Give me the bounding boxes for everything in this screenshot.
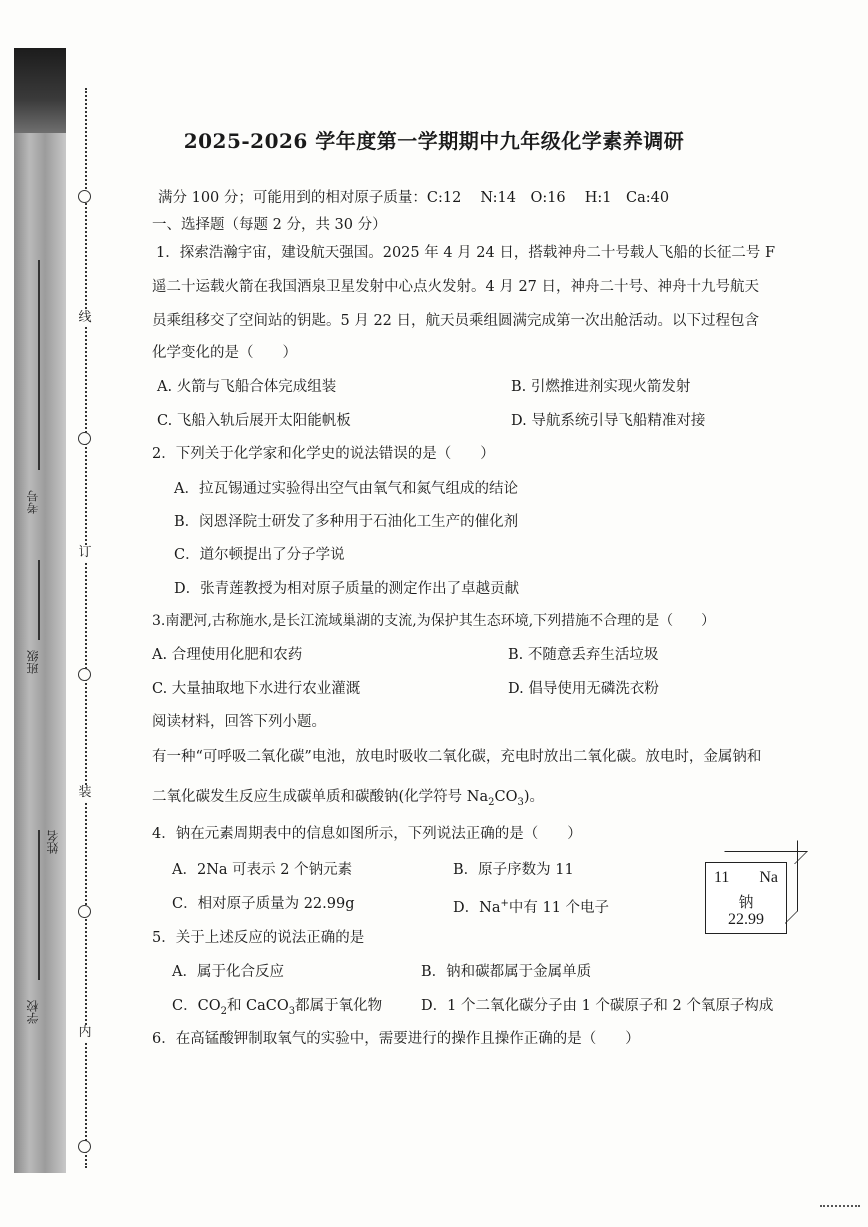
scan-artifact [820, 1205, 860, 1211]
q1-line: 遥二十运载火箭在我国酒泉卫星发射中心点火发射。4 月 27 日，神舟二十号、神舟十九号航天 [152, 279, 759, 295]
school-line [38, 830, 40, 980]
periodic-table-cell [705, 862, 787, 934]
option-text: 中有 11 个电子 [508, 899, 610, 916]
subscript: 2 [488, 796, 495, 808]
q5-option-a[interactable]: A．属于化合反应 [172, 964, 284, 980]
reading-intro: 阅读材料，回答下列小题。 [152, 714, 326, 730]
option-text: 都属于氧化物 [295, 998, 383, 1014]
page-title: 2025-2026 学年度第一学期期中九年级化学素养调研 [183, 129, 685, 153]
q1-line: 化学变化的是（ ） [152, 345, 297, 361]
superscript: + [500, 898, 509, 909]
q2-option-d[interactable]: D．张青莲教授为相对原子质量的测定作出了卓越贡献 [174, 581, 520, 597]
q1-option-c[interactable]: C. 飞船入轨后展开太阳能帆板 [157, 413, 351, 429]
q4-option-d[interactable] [453, 895, 609, 917]
q4-option-b[interactable]: B．原子序数为 11 [453, 862, 574, 878]
subscript: 3 [517, 796, 524, 808]
q4-option-c[interactable]: C．相对原子质量为 22.99g [172, 896, 355, 912]
exam-meta: 满分 100 分；可能用到的相对原子质量：C:12 N:14 O:16 H:1 Ca:40 [158, 190, 670, 206]
q5-option-d[interactable]: D．1 个二氧化碳分子由 1 个碳原子和 2 个氧原子构成 [421, 998, 774, 1014]
q5-stem: 5．关于上述反应的说法正确的是 [152, 930, 365, 946]
q1-option-d[interactable]: D. 导航系统引导飞船精准对接 [511, 413, 706, 429]
option-text: 和 CaCO [226, 998, 289, 1014]
q5-option-c[interactable] [172, 997, 382, 1021]
cut-dotted-line [85, 88, 87, 1168]
label-exam-number: 考号 [26, 490, 40, 514]
q3-option-c[interactable]: C. 大量抽取地下水进行农业灌溉 [152, 681, 361, 697]
label-name: 姓名 [46, 830, 60, 854]
subscript: 2 [220, 1005, 227, 1017]
class-line [38, 560, 40, 640]
option-text: D．Na [453, 899, 501, 916]
q3-option-a[interactable]: A. 合理使用化肥和农药 [152, 647, 303, 663]
q4-option-a[interactable]: A．2Na 可表示 2 个钠元素 [172, 862, 353, 878]
element-name: 钠 [738, 893, 754, 911]
q3-option-d[interactable]: D. 倡导使用无磷洗衣粉 [508, 681, 659, 697]
exam-number-line [38, 260, 40, 470]
q2-option-b[interactable]: B．闵恩泽院士研发了多种用于石油化工生产的催化剂 [174, 514, 519, 530]
label-class: 班级 [26, 650, 40, 674]
circle-mark [78, 668, 91, 681]
q1-line: 员乘组移交了空间站的钥匙。5 月 22 日，航天员乘组圆满完成第一次出舱活动。以下过程包含 [152, 313, 759, 329]
circle-mark [78, 1140, 91, 1153]
binding-strip-top [14, 48, 66, 133]
q2-stem: 2．下列关于化学家和化学史的说法错误的是（ ） [152, 446, 495, 462]
element-symbol: Na [759, 869, 778, 886]
circle-mark [78, 432, 91, 445]
label-school: 学校 [26, 1000, 40, 1024]
subscript: 3 [288, 1005, 296, 1017]
q1-option-a[interactable]: A. 火箭与飞船合体完成组装 [157, 379, 337, 395]
reading-text: )。 [523, 789, 545, 805]
mark-line: 线 [78, 310, 92, 325]
q6-stem: 6．在高锰酸钾制取氧气的实验中，需要进行的操作且操作正确的是（ ） [152, 1031, 640, 1047]
mark-inner: 内 [78, 1025, 92, 1040]
q2-option-c[interactable]: C．道尔顿提出了分子学说 [174, 547, 345, 563]
q1-option-b[interactable]: B. 引燃推进剂实现火箭发射 [511, 379, 691, 395]
reading-line [152, 788, 544, 812]
circle-mark [78, 905, 91, 918]
section-heading: 一、选择题（每题 2 分，共 30 分） [152, 217, 387, 233]
q2-option-a[interactable]: A．拉瓦锡通过实验得出空气由氧气和氮气组成的结论 [174, 481, 518, 497]
reading-text: 二氧化碳发生反应生成碳单质和碳酸钠(化学符号 Na [152, 789, 489, 805]
circle-mark [78, 190, 91, 203]
q3-stem: 3.南淝河,古称施水,是长江流域巢湖的支流,为保护其生态环境,下列措施不合理的是（ ） [152, 613, 716, 629]
q1-line: 1．探索浩瀚宇宙，建设航天强国。2025 年 4 月 24 日，搭载神舟二十号载人飞船的长征二号 F [156, 245, 776, 261]
q4-stem: 4．钠在元素周期表中的信息如图所示，下列说法正确的是（ ） [152, 826, 582, 842]
q5-option-b[interactable]: B．钠和碳都属于金属单质 [421, 964, 592, 980]
mark-pack: 装 [78, 785, 92, 800]
reading-text: CO [494, 789, 518, 805]
mark-bind: 订 [78, 545, 92, 560]
reading-line: 有一种“可呼吸二氧化碳”电池，放电时吸收二氧化碳，充电时放出二氧化碳。放电时，金属钠和 [152, 749, 762, 765]
atomic-number: 11 [714, 869, 730, 886]
q3-option-b[interactable]: B. 不随意丢弃生活垃圾 [508, 647, 659, 663]
option-text: C．CO [172, 998, 221, 1014]
atomic-mass: 22.99 [728, 911, 764, 928]
